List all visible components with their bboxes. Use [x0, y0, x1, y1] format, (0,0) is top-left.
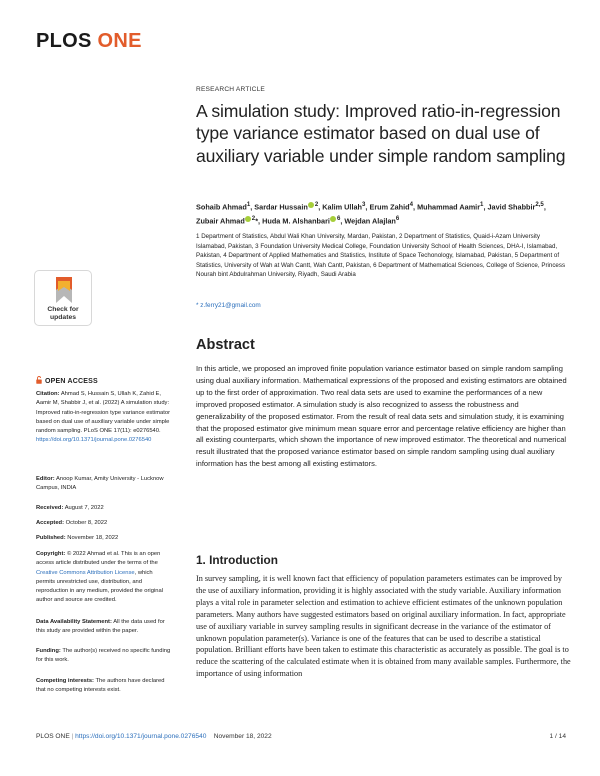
- author-name: Huda M. Alshanbari: [262, 216, 330, 226]
- corresponding-marker: *: [255, 216, 259, 226]
- author-name: Erum Zahid: [369, 202, 410, 212]
- data-availability-block: Data Availability Statement: All the data used for this study are provided within the paper.: [36, 619, 165, 635]
- affiliation-text: Department of Statistics, Quaid-i-Azam University Islamabad, Pakistan,: [196, 233, 540, 250]
- orcid-icon[interactable]: [245, 216, 251, 222]
- orcid-icon[interactable]: [308, 202, 314, 208]
- published-date: Published: November 18, 2022: [36, 535, 119, 541]
- received-date: Received: August 7, 2022: [36, 505, 104, 511]
- page-number: 1 / 14: [549, 733, 566, 740]
- footer-journal: PLOS ONE: [36, 733, 70, 740]
- citation-block: Citation: Ahmad S, Hussain S, Ullah K, Zahid E, Aamir M, Shabbir J, et al. (2022) A simulation study: Improved ratio-in-regression type variance estimator based on dual use of auxiliary variable under simple random sampling. PLoS ONE 17(11): e0276540. https://doi.org/10.1371/journal.pone.0276540: [36, 391, 171, 444]
- author-affiliation-sup: 2: [251, 214, 256, 222]
- author-name: Zubair Ahmad: [196, 216, 245, 226]
- author-name: Muhammad Aamir: [417, 202, 481, 212]
- corresponding-email-link[interactable]: * z.ferry21@gmail.com: [196, 302, 261, 309]
- affiliation-number: 5: [514, 252, 519, 260]
- affiliation-number: 6: [373, 261, 377, 269]
- competing-interests-block: Competing interests: The authors have declared that no competing interests exist.: [36, 678, 165, 694]
- badge-label: Check for updates: [47, 306, 79, 321]
- check-for-updates-badge[interactable]: [34, 270, 92, 326]
- author-affiliation-sup: 3: [362, 201, 366, 208]
- affiliation-text: Foundation University Medical College, Foundation University School of Health Sciences, DHA-I, Islamabad, Pakistan,: [196, 242, 558, 260]
- introduction-heading: 1. Introduction: [196, 553, 278, 567]
- editor-block: Editor: Anoop Kumar, Amity University - Lucknow Campus, INDIA: [36, 476, 164, 492]
- copyright-block: Copyright: © 2022 Ahmad et al. This is an open access article distributed under the terms of the Creative Commons Attribution License, which permits unrestricted use, distribution, and reproduction in any medium, provided the original author and source are credited.: [36, 551, 163, 604]
- footer-doi-link[interactable]: https://doi.org/10.1371/journal.pone.0276540: [75, 733, 207, 740]
- author-affiliation-sup: 1: [480, 201, 484, 208]
- bookmark-icon: [54, 276, 74, 304]
- author-name: Sohaib Ahmad: [196, 202, 247, 212]
- author-list: Sohaib Ahmad$^1$, Sardar Hussain $^2$, Kalim Ullah$^3$, Erum Zahid$^4$, Muhammad Aamir$^1$, Javid Shabbir$^{2,5}$, Zubair Ahmad $^2$*, Huda M. Alshanbari $^6$, Wejdan Alajlan$^6$: [196, 201, 546, 226]
- author-name: Sardar Hussain: [254, 202, 308, 212]
- author-name: Javid Shabbir: [487, 202, 536, 212]
- open-access-label: OPEN ACCESS: [36, 376, 172, 386]
- author-affiliation-sup: 6: [336, 214, 341, 222]
- author-name: Wejdan Alajlan: [344, 216, 396, 226]
- affiliation-list: [196, 232, 568, 280]
- author-affiliation-sup: 2,5: [535, 201, 544, 208]
- license-link[interactable]: Creative Commons Attribution License: [36, 569, 135, 576]
- introduction-text: In survey sampling, it is well known fact that efficiency of population parameters estimates can be improved by the use of auxiliary information, providing it is highly associated with the study variable. Auxiliary information plays a vital role in parameter selection and estimation to achieve efficient estimates of the unknown population parameters. Many authors have suggested estimators based on original auxiliary information. In fact, appropriate use of auxiliary variable in survey sampling results in significant decrease in the variance of the estimator of unknown population parameter(s). Variance is one of the features that can be used to describe a statistical population. Brilliant efforts have been taken to estimate this characteristic as accurately as possible. The goal is to reduce the scattering of the calculated estimate when it is obtained from many available samples. Furthermore, the importance of using information: [196, 574, 571, 679]
- logo-one-text: ONE: [97, 30, 142, 52]
- author-affiliation-sup: 1: [246, 201, 251, 208]
- affiliation-number: 1: [196, 233, 200, 240]
- affiliation-text: Department of Mathematical Sciences, College of Science, Princess Nourah bint Abdulrahman University, Riyadh, Saudi Arabia: [196, 261, 566, 279]
- affiliation-text: Department of Applied Mathematics and Statistics, Institute of Space Techonology, Islamabad, Pakistan,: [228, 252, 513, 260]
- affiliation-text: Department of Statistics, Abdul Wali Khan University, Mardan, Pakistan,: [201, 233, 398, 240]
- affiliation-number: 3: [255, 242, 259, 250]
- affiliation-number: 4: [223, 252, 227, 260]
- affiliation-text: Department of Statistics, University of Wah at Wah Cantt, Wah Cantt, Pakistan,: [196, 252, 560, 269]
- author-name: Kalim Ullah: [322, 202, 363, 212]
- funding-block: Funding: The author(s) received no specific funding for this work.: [36, 648, 171, 664]
- abstract-heading: Abstract: [196, 337, 255, 353]
- article-type: RESEARCH ARTICLE: [196, 86, 266, 93]
- author-affiliation-sup: 6: [395, 214, 400, 222]
- abstract-text: In this article, we proposed an improved finite population variance estimator based on simple random sampling using dual auxiliary information. Mathematical expressions of the proposed and existing estimators are obtained up to the first order of approximation. Two real data sets are used to examine the performances of a new improved proposed estimator. A simulation study is also recognized to assess the robustness and generalizability of the proposed estimator. From the result of real data sets and simulation study, it is examining that the proposed estimator give minimum mean square error and percentage relative efficiency are higher than all existing counterparts, which shown the importance of new improved estimator. The theoretical and numerical result illustrated that the proposed variance estimator based on simple random sampling using dual auxiliary information has the best among all existing estimators.: [196, 364, 567, 469]
- logo-plos-text: PLOS: [36, 30, 92, 52]
- accepted-date: Accepted: October 8, 2022: [36, 520, 108, 526]
- author-affiliation-sup: 2: [314, 201, 319, 208]
- author-affiliation-sup: 4: [409, 201, 413, 208]
- orcid-icon[interactable]: [330, 216, 336, 222]
- open-lock-icon: [36, 376, 42, 384]
- footer-date: November 18, 2022: [213, 733, 272, 740]
- affiliation-number: 2: [398, 233, 403, 240]
- citation-doi-link[interactable]: https://doi.org/10.1371/journal.pone.0276540: [36, 437, 152, 444]
- article-title: A simulation study: Improved ratio-in-regression type variance estimator based on dual use of auxiliary variable under simple random sampling: [196, 101, 566, 166]
- journal-logo: [36, 30, 142, 53]
